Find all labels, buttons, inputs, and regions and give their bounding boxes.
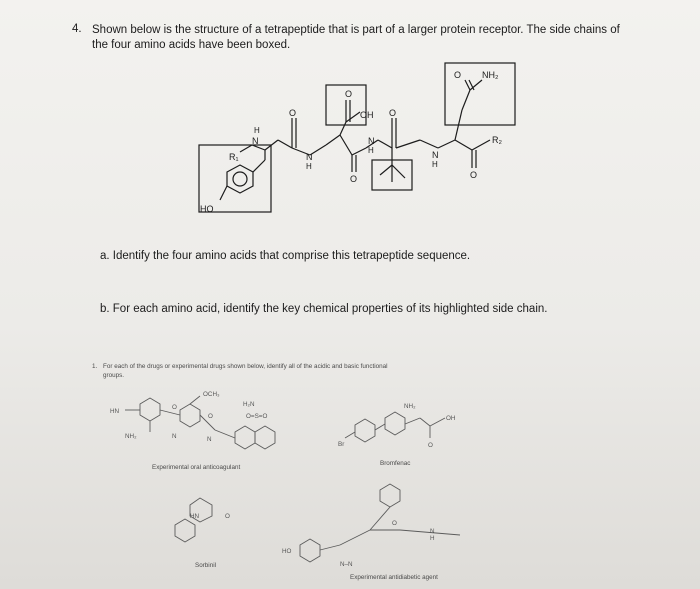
amide-n-4: N — [432, 150, 439, 160]
o-label-bf: O — [428, 442, 433, 449]
br-label: Br — [338, 441, 345, 448]
hn-label-sorb: HN — [190, 513, 200, 520]
amine-nh2-label: NH₂ — [482, 70, 499, 80]
antidiabetic-caption: Experimental antidiabetic agent — [350, 574, 438, 581]
o-label-ac: O — [172, 404, 177, 411]
oh-label-bf: OH — [446, 415, 456, 422]
carbonyl-o-3: O — [350, 174, 358, 184]
o-label-ad: O — [392, 520, 397, 527]
secondary-number: 1. — [92, 363, 98, 370]
nn-label-ad: N–N — [340, 561, 353, 568]
part-b-text: b. For each amino acid, identify the key chemical properties of its highlighted side chain. — [100, 303, 548, 315]
o-label-sorb: O — [225, 513, 230, 520]
sorbinil-caption: Sorbinil — [195, 562, 216, 569]
amide-n-3: N — [368, 136, 375, 146]
carbonyl-o-4: O — [389, 108, 397, 118]
part-a-text: a. Identify the four amino acids that comprise this tetrapeptide sequence. — [100, 250, 471, 262]
o-label-ac-2: O — [208, 413, 213, 420]
n-label-ad: N — [430, 528, 435, 535]
secondary-line-2: groups. — [103, 372, 125, 379]
hydroxyl-label-2: OH — [360, 110, 374, 120]
nh2-label: NH₂ — [125, 433, 137, 440]
amide-h-1: H — [254, 126, 260, 135]
amide-h-3: H — [368, 146, 374, 155]
nh2-label-bf: NH₂ — [404, 403, 416, 410]
bromfenac-caption: Bromfenac — [380, 460, 411, 467]
so2-label: O=S=O — [246, 413, 268, 420]
question-text: Shown below is the structure of a tetrapeptide that is part of a larger protein receptor. The side chains of the four amino acids have been boxed. — [92, 24, 620, 51]
amide-n-2: N — [306, 152, 313, 162]
hydroxyl-label: HO — [200, 204, 214, 214]
h2n-label: H₂N — [243, 401, 255, 408]
amide-o-label: O — [454, 70, 462, 80]
hn-label: HN — [110, 408, 120, 415]
ho-label-ad: HO — [282, 548, 292, 555]
och3-label: OCH₃ — [203, 391, 220, 398]
anticoagulant-caption: Experimental oral anticoagulant — [152, 464, 241, 471]
amide-h-2: H — [306, 162, 312, 171]
h-label-ad: H — [430, 535, 435, 542]
n-label-ac: N — [172, 433, 177, 440]
carbonyl-o-2: O — [345, 89, 353, 99]
r2-label: R₂ — [492, 135, 502, 145]
carbonyl-o-5: O — [470, 170, 478, 180]
n-label-ac-2: N — [207, 436, 212, 443]
amide-n-1: N — [252, 136, 259, 146]
amide-h-4: H — [432, 160, 438, 169]
question-number: 4. — [72, 23, 82, 35]
carbonyl-o-1: O — [289, 108, 297, 118]
secondary-line-1: For each of the drugs or experimental drugs shown below, identify all of the acidic and basic functional — [103, 363, 388, 370]
r1-label: R₁ — [229, 152, 239, 162]
